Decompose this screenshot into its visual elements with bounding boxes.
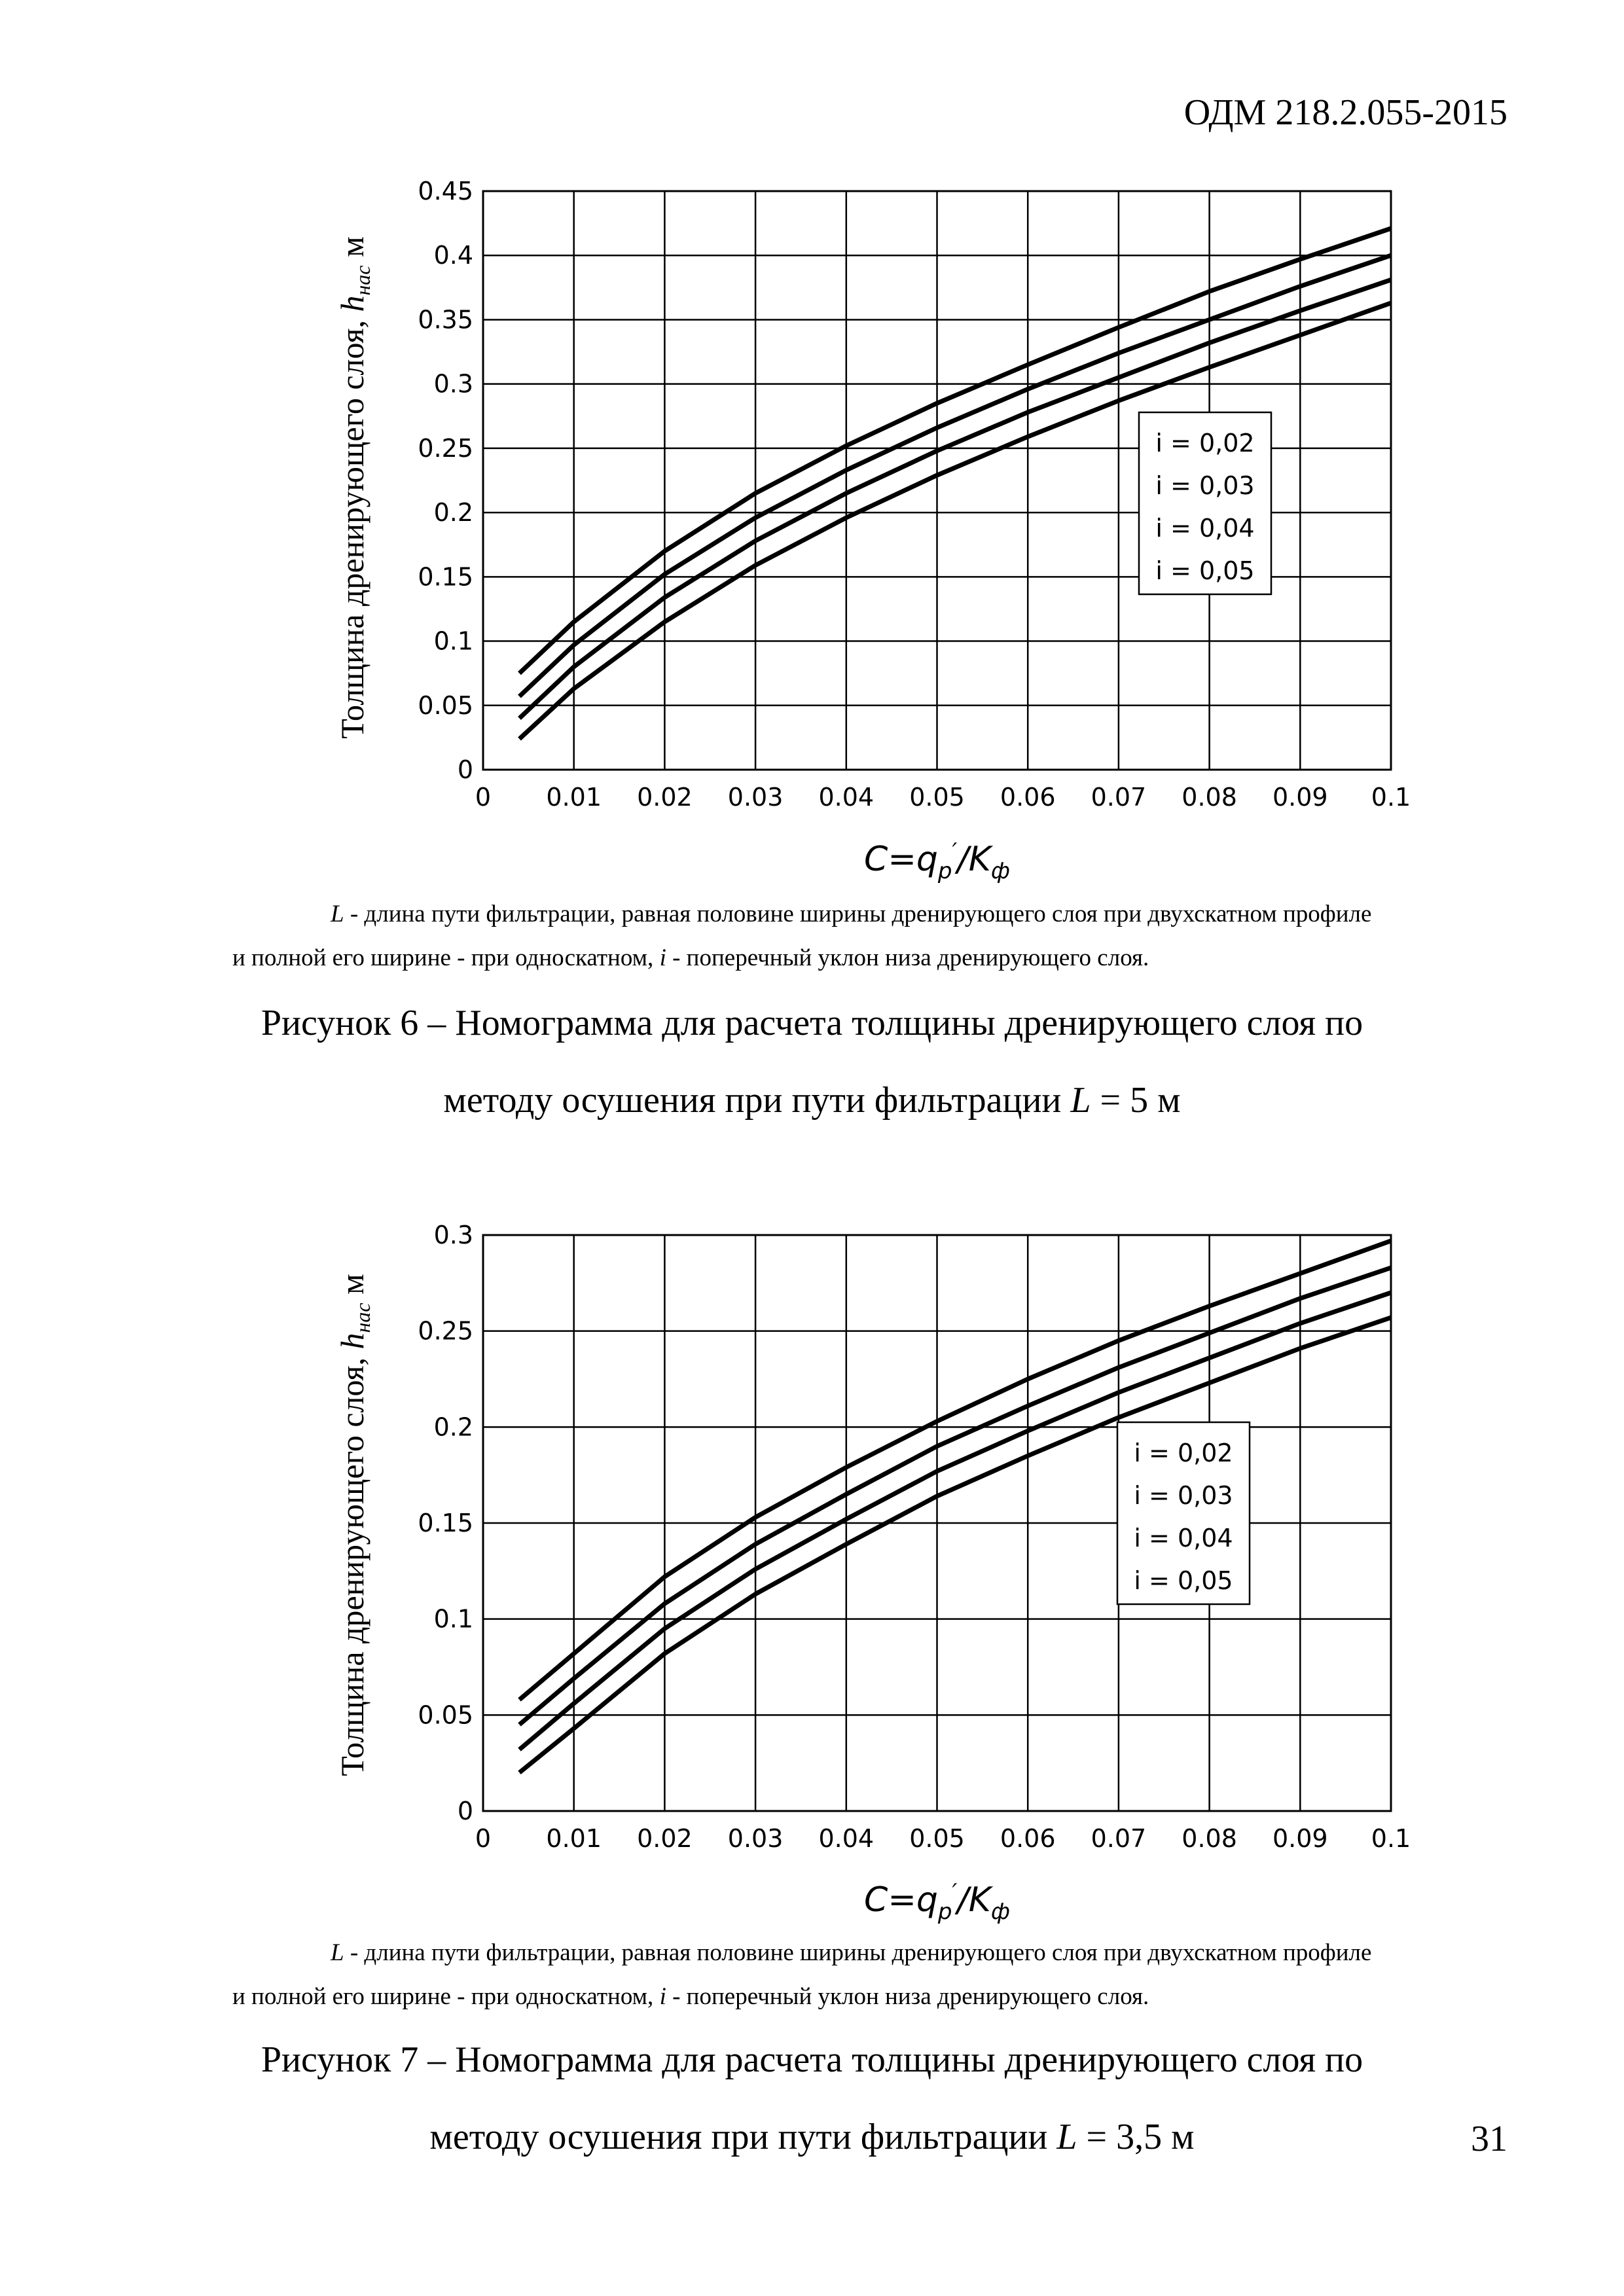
y-tick-label: 0.15 — [418, 1509, 473, 1537]
y-axis-label: Толщина дренирующего слоя, $h_{нас}$ м — [334, 1274, 374, 1776]
y-tick-label: 0.2 — [433, 498, 473, 528]
figure-6-note: L - длина пути фильтрации, равная половине ширины дренирующего слоя при двухскатном профиле и полной его ширине - при односкатном, i - поперечный уклон низа дренирующего слоя. — [232, 901, 1372, 971]
x-tick-label: 0.06 — [1000, 1824, 1056, 1853]
y-tick-label: 0.25 — [418, 1316, 473, 1346]
y-tick-label: 0.05 — [418, 691, 473, 720]
x-tick-label: 0.05 — [909, 783, 965, 812]
y-tick-label: 0.1 — [433, 626, 473, 656]
y-tick-label: 0.25 — [418, 433, 473, 463]
legend-entry: i = 0,04 — [1134, 1524, 1233, 1552]
figure-7-note: L - длина пути фильтрации, равная половине ширины дренирующего слоя при двухскатном профиле и полной его ширине - при односкатном, i - поперечный уклон низа дренирующего слоя. — [232, 1939, 1372, 2010]
x-tick-label: 0.01 — [546, 783, 602, 812]
document-code: ОДМ 218.2.055-2015 — [1183, 92, 1507, 133]
y-tick-label: 0 — [457, 1797, 473, 1825]
y-tick-label: 0.05 — [418, 1700, 473, 1730]
page-number: 31 — [1471, 2119, 1507, 2159]
x-axis-label: $C=q_p'/K_ф$ — [864, 1879, 1010, 1925]
y-tick-label: 0.45 — [418, 177, 473, 206]
x-tick-label: 0.02 — [637, 783, 693, 812]
x-tick-label: 0.04 — [818, 783, 875, 812]
x-tick-label: 0.07 — [1091, 1824, 1147, 1853]
y-axis-label: Толщина дренирующего слоя, $h_{нас}$ м — [334, 236, 374, 739]
series-line — [520, 1318, 1392, 1772]
x-tick-label: 0.09 — [1272, 783, 1328, 812]
x-axis-label: $C=q_p'/K_ф$ — [864, 838, 1010, 884]
x-tick-label: 0.08 — [1182, 1824, 1237, 1853]
x-tick-label: 0.1 — [1371, 783, 1411, 812]
x-tick-label: 0 — [475, 1824, 492, 1853]
figure-7-caption: Рисунок 7 – Номограмма для расчета толщины дренирующего слоя по методу осушения при пути фильтрации L = 3,5 м — [261, 2039, 1363, 2157]
x-tick-label: 0.07 — [1091, 783, 1147, 812]
y-tick-label: 0.3 — [433, 1221, 473, 1249]
x-tick-label: 0.03 — [727, 783, 784, 812]
x-tick-label: 0.1 — [1371, 1824, 1411, 1853]
y-tick-label: 0 — [457, 755, 473, 784]
y-tick-label: 0.35 — [418, 305, 473, 334]
y-tick-label: 0.1 — [433, 1604, 473, 1634]
x-tick-label: 0.03 — [727, 1824, 784, 1853]
y-tick-label: 0.4 — [433, 241, 473, 270]
x-tick-label: 0 — [475, 783, 492, 812]
y-tick-label: 0.15 — [418, 562, 473, 592]
x-tick-label: 0.04 — [818, 1824, 875, 1853]
y-tick-label: 0.3 — [433, 369, 473, 399]
y-tick-label: 0.2 — [433, 1412, 473, 1442]
x-tick-label: 0.02 — [637, 1824, 693, 1853]
x-tick-label: 0.09 — [1272, 1824, 1328, 1853]
x-tick-label: 0.08 — [1182, 783, 1237, 812]
legend-entry: i = 0,03 — [1134, 1481, 1233, 1510]
legend-entry: i = 0,03 — [1155, 471, 1255, 500]
legend-entry: i = 0,04 — [1155, 514, 1255, 543]
legend-entry: i = 0,05 — [1155, 556, 1255, 585]
legend-entry: i = 0,05 — [1134, 1566, 1233, 1595]
legend-entry: i = 0,02 — [1155, 429, 1255, 457]
x-tick-label: 0.05 — [909, 1824, 965, 1853]
legend-entry: i = 0,02 — [1134, 1439, 1233, 1467]
x-tick-label: 0.06 — [1000, 783, 1056, 812]
series-line — [520, 1241, 1392, 1700]
x-tick-label: 0.01 — [546, 1824, 602, 1853]
figure-6-caption: Рисунок 6 – Номограмма для расчета толщины дренирующего слоя по методу осушения при пути фильтрации L = 5 м — [261, 1003, 1363, 1121]
